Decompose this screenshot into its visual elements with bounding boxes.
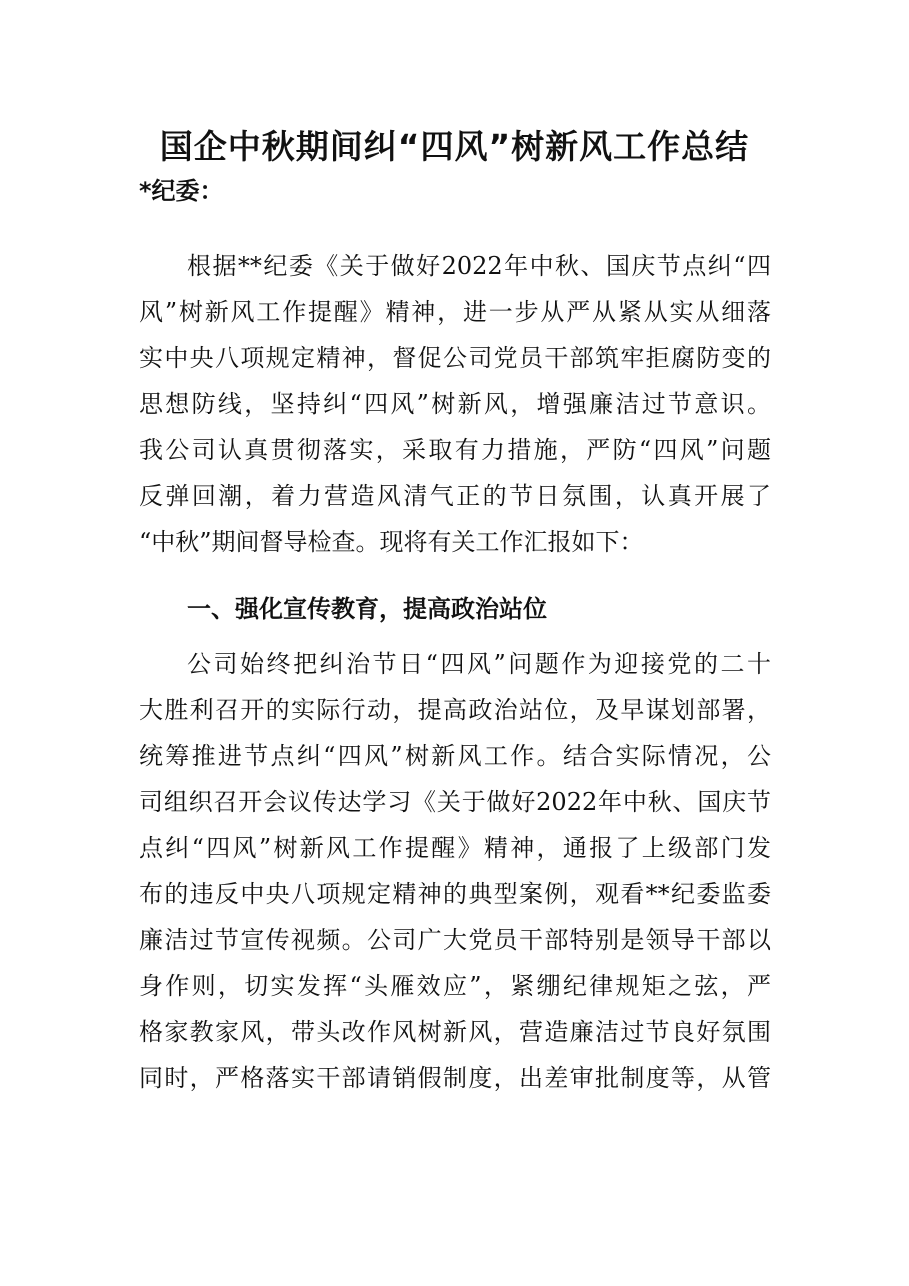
paragraph-line: 点纠“四风”树新风工作提醒》精神，通报了上级部门发 <box>139 834 771 862</box>
paragraph-line: 格家教家风，带头改作风树新风，营造廉洁过节良好氛围 <box>139 1018 771 1046</box>
paragraph-section-1 <box>139 641 771 1101</box>
document-title: 国企中秋期间纠“四风”树新风工作总结 <box>159 127 750 166</box>
paragraph-line: 大胜利召开的实际行动，提高政治站位，及早谋划部署， <box>139 696 771 724</box>
paragraph-line: 统筹推进节点纠“四风”树新风工作。结合实际情况，公 <box>139 742 771 770</box>
paragraph-line: 身作则，切实发挥“头雁效应”，紧绷纪律规矩之弦，严 <box>139 972 771 1000</box>
paragraph-line: 思想防线，坚持纠“四风”树新风，增强廉洁过节意识。 <box>139 390 771 418</box>
paragraph-line: 同时，严格落实干部请销假制度，出差审批制度等，从管 <box>139 1064 771 1092</box>
paragraph-line: 廉洁过节宣传视频。公司广大党员干部特别是领导干部以 <box>139 926 771 954</box>
paragraph-line: “中秋”期间督导检查。现将有关工作汇报如下： <box>139 528 644 556</box>
paragraph-line: 司组织召开会议传达学习《关于做好2022年中秋、国庆节 <box>139 788 771 816</box>
paragraph-line: 公司始终把纠治节日“四风”问题作为迎接党的二十 <box>187 650 771 678</box>
salutation: *纪委： <box>139 177 224 205</box>
paragraph-line: 布的违反中央八项规定精神的典型案例，观看**纪委监委 <box>139 880 771 908</box>
paragraph-intro <box>139 243 771 565</box>
paragraph-line: 根据**纪委《关于做好2022年中秋、国庆节点纠“四 <box>187 252 771 280</box>
paragraph-line: 风”树新风工作提醒》精神，进一步从严从紧从实从细落 <box>139 298 771 326</box>
paragraph-line: 我公司认真贯彻落实，采取有力措施，严防“四风”问题 <box>139 436 771 464</box>
section-heading: 一、强化宣传教育，提高政治站位 <box>187 595 547 623</box>
paragraph-line: 反弹回潮，着力营造风清气正的节日氛围，认真开展了 <box>139 482 771 510</box>
paragraph-line: 实中央八项规定精神，督促公司党员干部筑牢拒腐防变的 <box>139 344 771 372</box>
